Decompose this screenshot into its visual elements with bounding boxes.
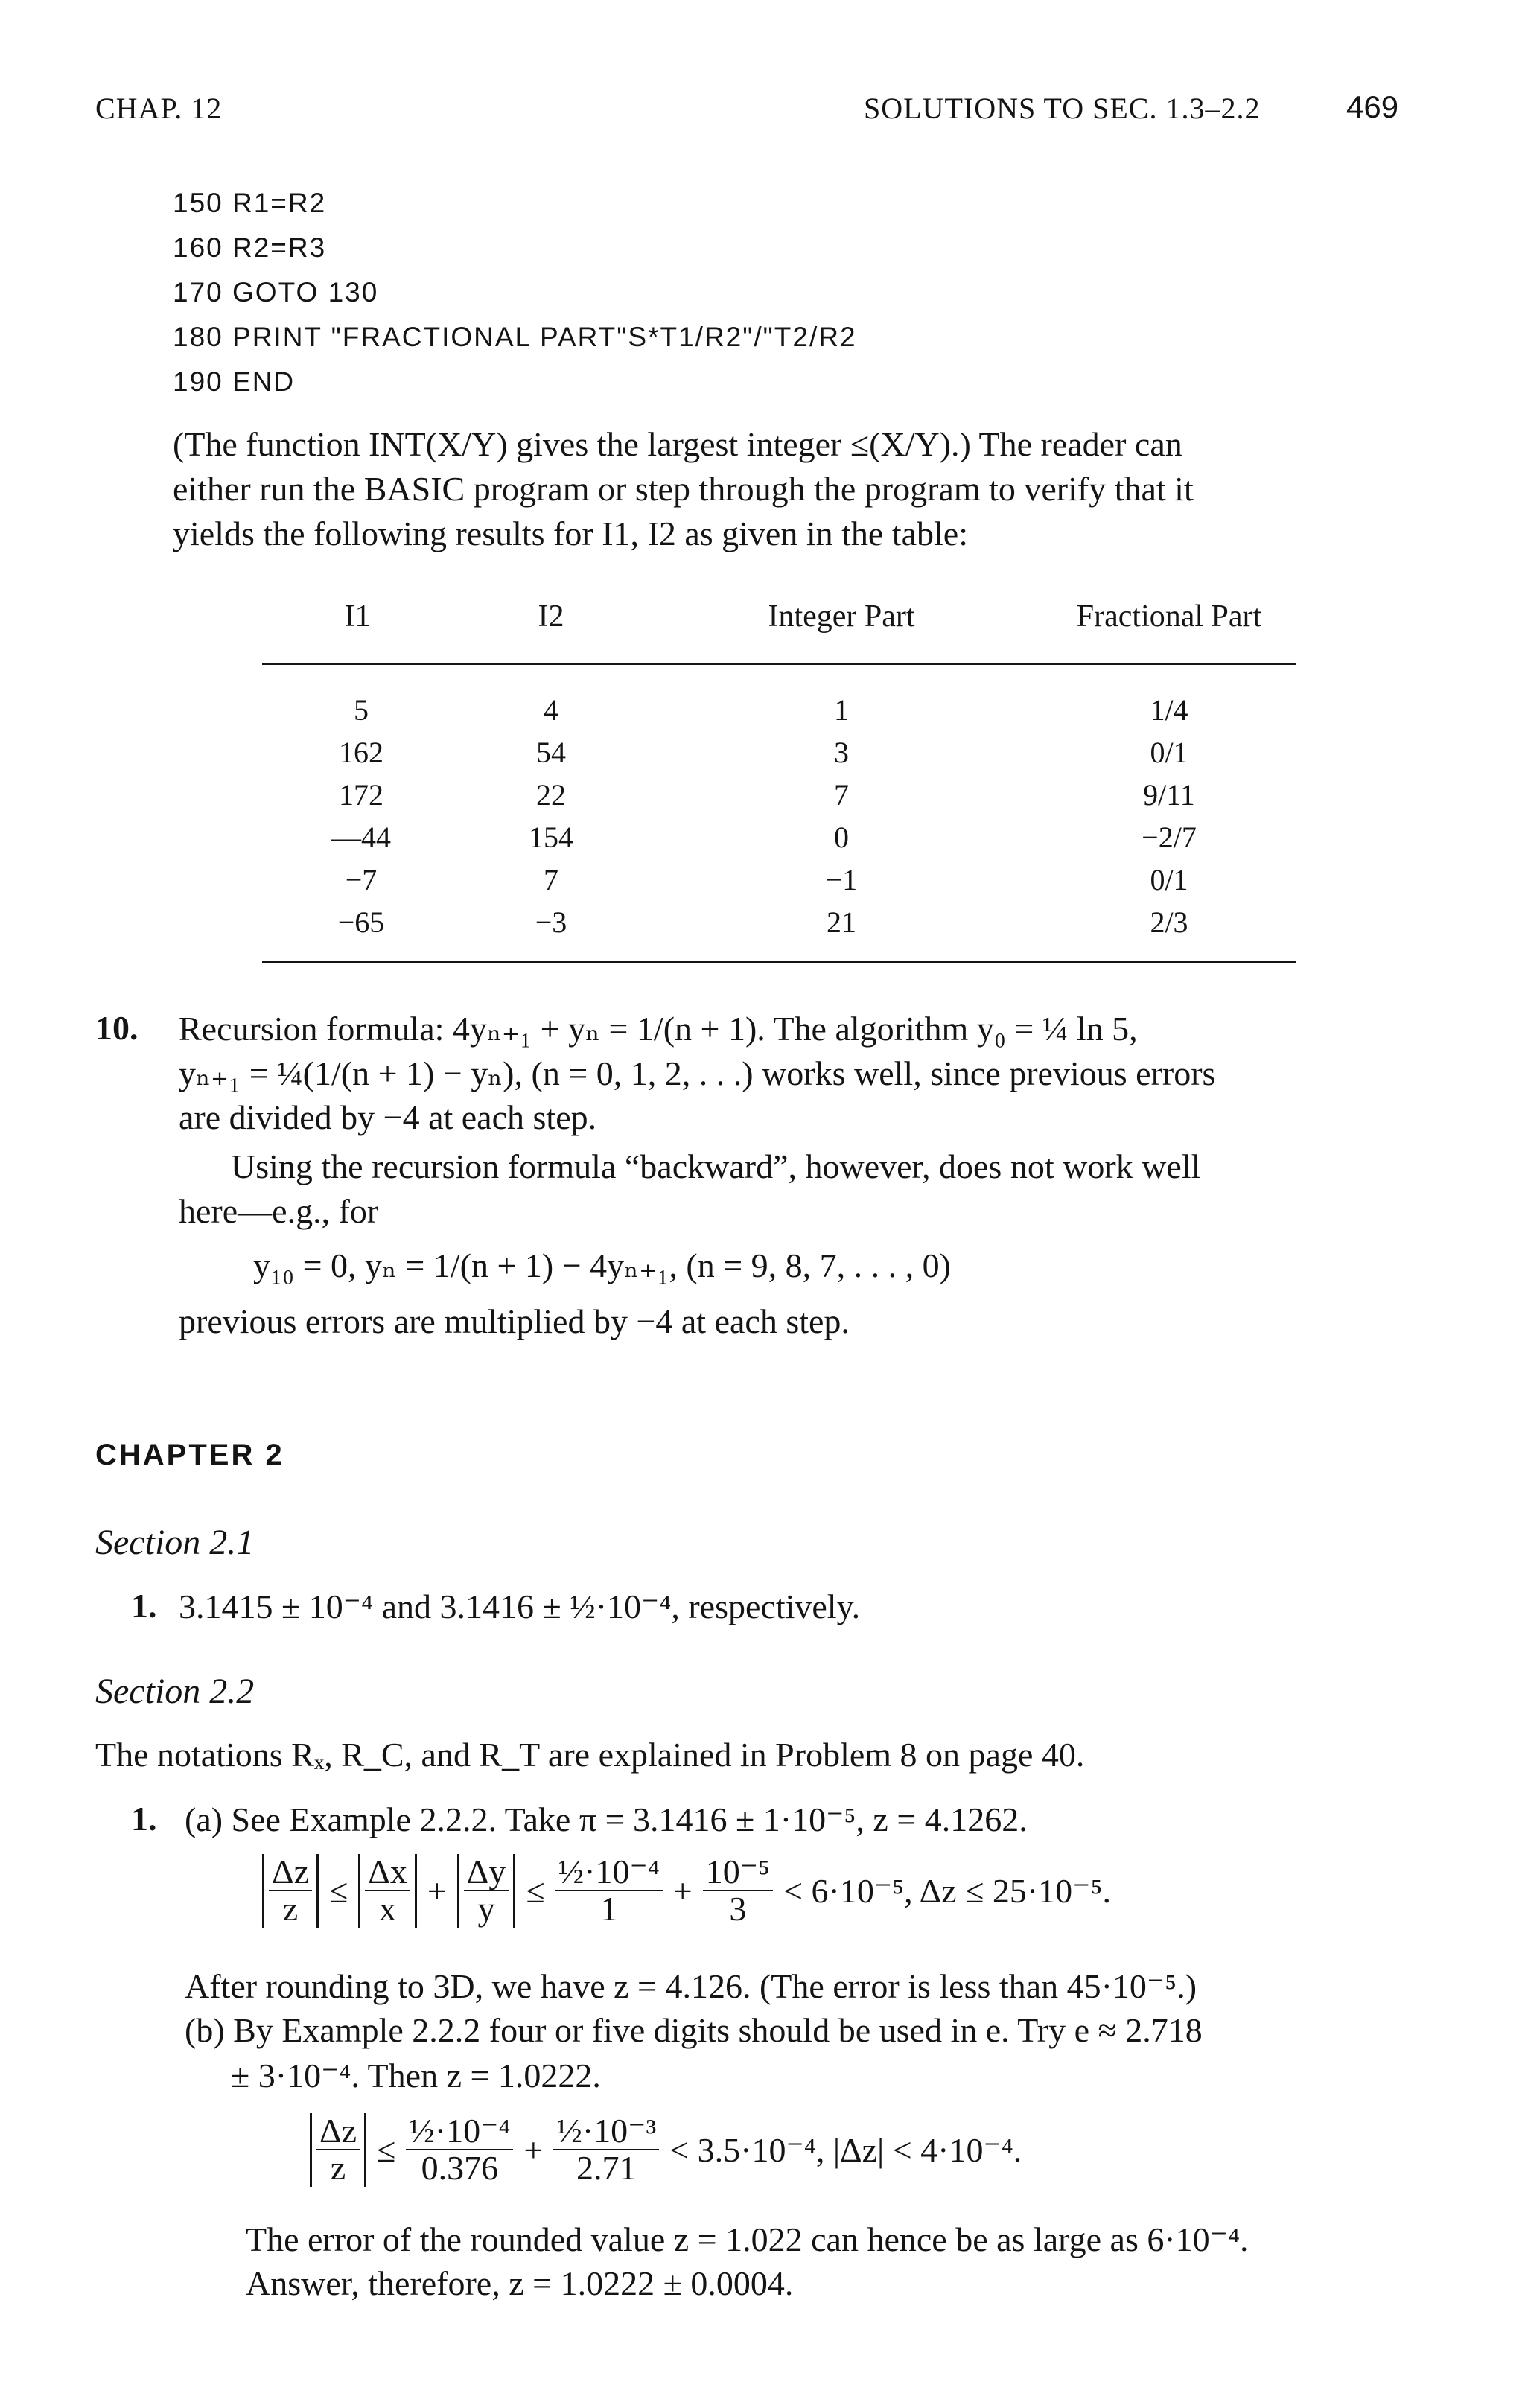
table-cell: −65: [337, 905, 385, 939]
table-bottom-rule: [262, 961, 1296, 963]
notation-line: The notations Rₓ, R_C, and R_T are explained in Problem 8 on page 40.: [95, 1736, 1085, 1774]
chapter-heading: CHAPTER 2: [95, 1439, 284, 1471]
table-cell: —44: [331, 821, 391, 854]
item10-line: Recursion formula: 4yₙ₊₁ + yₙ = 1/(n + 1). The algorithm y₀ = ¼ ln 5,: [179, 1010, 1138, 1048]
table-cell: 2/3: [1150, 905, 1188, 939]
table-cell: 0/1: [1150, 863, 1188, 896]
part-b-line: ± 3·10⁻⁴. Then z = 1.0222.: [231, 2057, 601, 2095]
table-cell: −2/7: [1142, 821, 1197, 854]
code-line: 160 R2=R3: [173, 232, 327, 263]
item-number: 1.: [131, 1800, 157, 1838]
fraction-numerator: 10⁻⁵: [703, 1854, 773, 1891]
plus-symbol: +: [672, 1871, 693, 1910]
fraction-denominator: 2.71: [576, 2149, 637, 2188]
table-cell: −3: [535, 905, 567, 939]
running-head-title: SOLUTIONS TO SEC. 1.3–2.2: [864, 92, 1261, 125]
equation-a-tail: < 6·10⁻⁵, Δz ≤ 25·10⁻⁵.: [783, 1872, 1111, 1911]
table-cell: 7: [834, 778, 849, 812]
fraction-numerator: Δy: [464, 1854, 509, 1891]
fraction-denominator: 1: [600, 1890, 618, 1928]
table-cell: 22: [536, 778, 566, 812]
running-head-chapter: CHAP. 12: [95, 92, 223, 125]
table-cell: 7: [544, 863, 558, 896]
final-line: Answer, therefore, z = 1.0222 ± 0.0004.: [246, 2264, 794, 2302]
code-line: 190 END: [173, 366, 296, 397]
intro-text-line: yields the following results for I1, I2 as given in the table:: [173, 515, 968, 552]
fraction-numerator: ½·10⁻⁴: [555, 1854, 663, 1891]
fraction-denominator: y: [477, 1890, 495, 1928]
table-top-rule: [262, 663, 1296, 665]
section21-answer: 3.1415 ± 10⁻⁴ and 3.1416 ± ½·10⁻⁴, respectively.: [179, 1587, 861, 1625]
table-header-integer-part: Integer Part: [768, 599, 915, 634]
table-cell: 5: [354, 693, 369, 727]
fraction-numerator: ½·10⁻⁴: [406, 2113, 513, 2150]
table-cell: 172: [339, 778, 383, 812]
part-b-line: (b) By Example 2.2.2 four or five digits should be used in e. Try e ≈ 2.718: [185, 2011, 1203, 2049]
equation-b: [310, 2113, 1022, 2187]
item10-line: here—e.g., for: [179, 1192, 379, 1230]
table-cell: 1/4: [1150, 693, 1188, 727]
item-number: 10.: [95, 1009, 139, 1047]
item10-line: are divided by −4 at each step.: [179, 1098, 597, 1136]
table-cell: −7: [345, 863, 378, 896]
leq-symbol: ≤: [377, 2130, 396, 2169]
fraction-denominator: 0.376: [421, 2149, 499, 2188]
fraction-numerator: Δz: [269, 1854, 312, 1891]
table-cell: 4: [544, 693, 558, 727]
fraction-numerator: Δx: [365, 1854, 410, 1891]
item10-display-equation: y₁₀ = 0, yₙ = 1/(n + 1) − 4yₙ₊₁, (n = 9, 8, 7, . . . , 0): [253, 1246, 951, 1284]
table-header-i1: I1: [344, 599, 371, 634]
table-cell: 162: [339, 736, 383, 769]
fraction-denominator: z: [282, 1890, 299, 1928]
section-heading: Section 2.1: [95, 1523, 255, 1562]
fraction-numerator: Δz: [316, 2113, 360, 2150]
intro-text-line: (The function INT(X/Y) gives the largest integer ≤(X/Y).) The reader can: [173, 425, 1182, 463]
code-line: 180 PRINT "FRACTIONAL PART"S*T1/R2"/"T2/R2: [173, 322, 857, 352]
item-number: 1.: [131, 1587, 157, 1625]
table-header-fractional-part: Fractional Part: [1076, 599, 1262, 634]
leq-symbol: ≤: [329, 1871, 348, 1910]
table-cell: 54: [536, 736, 566, 769]
fraction-denominator: 3: [729, 1890, 747, 1928]
part-a-line: (a) See Example 2.2.2. Take π = 3.1416 ± 1·10⁻⁵, z = 4.1262.: [185, 1800, 1028, 1838]
page-number: 469: [1346, 89, 1399, 124]
item10-line: yₙ₊₁ = ¼(1/(n + 1) − yₙ), (n = 0, 1, 2, . . .) works well, since previous errors: [179, 1054, 1216, 1092]
leq-symbol: ≤: [526, 1871, 545, 1910]
plus-symbol: +: [427, 1871, 447, 1910]
table-cell: 154: [529, 821, 573, 854]
plus-symbol: +: [523, 2130, 544, 2169]
final-line: The error of the rounded value z = 1.022 can hence be as large as 6·10⁻⁴.: [246, 2220, 1249, 2258]
table-cell: −1: [825, 863, 858, 896]
after-a-line: After rounding to 3D, we have z = 4.126. (The error is less than 45·10⁻⁵.): [185, 1967, 1197, 2005]
table-cell: 0/1: [1150, 736, 1188, 769]
item10-line: Using the recursion formula “backward”, however, does not work well: [231, 1147, 1201, 1185]
table-header-i2: I2: [538, 599, 564, 634]
fraction-denominator: z: [330, 2149, 346, 2188]
table-cell: 21: [827, 905, 856, 939]
table-cell: 9/11: [1143, 778, 1195, 812]
table-cell: 3: [834, 736, 849, 769]
intro-text-line: either run the BASIC program or step through the program to verify that it: [173, 470, 1194, 508]
fraction-denominator: x: [379, 1890, 397, 1928]
item10-line: previous errors are multiplied by −4 at each step.: [179, 1302, 850, 1340]
code-line: 170 GOTO 130: [173, 277, 379, 308]
equation-b-tail: < 3.5·10⁻⁴, |Δz| < 4·10⁻⁴.: [669, 2131, 1022, 2170]
table-cell: 1: [834, 693, 849, 727]
code-line: 150 R1=R2: [173, 188, 327, 218]
equation-a: [262, 1854, 1111, 1928]
section-heading: Section 2.2: [95, 1672, 255, 1711]
fraction-numerator: ½·10⁻³: [553, 2113, 659, 2150]
table-cell: 0: [834, 821, 849, 854]
